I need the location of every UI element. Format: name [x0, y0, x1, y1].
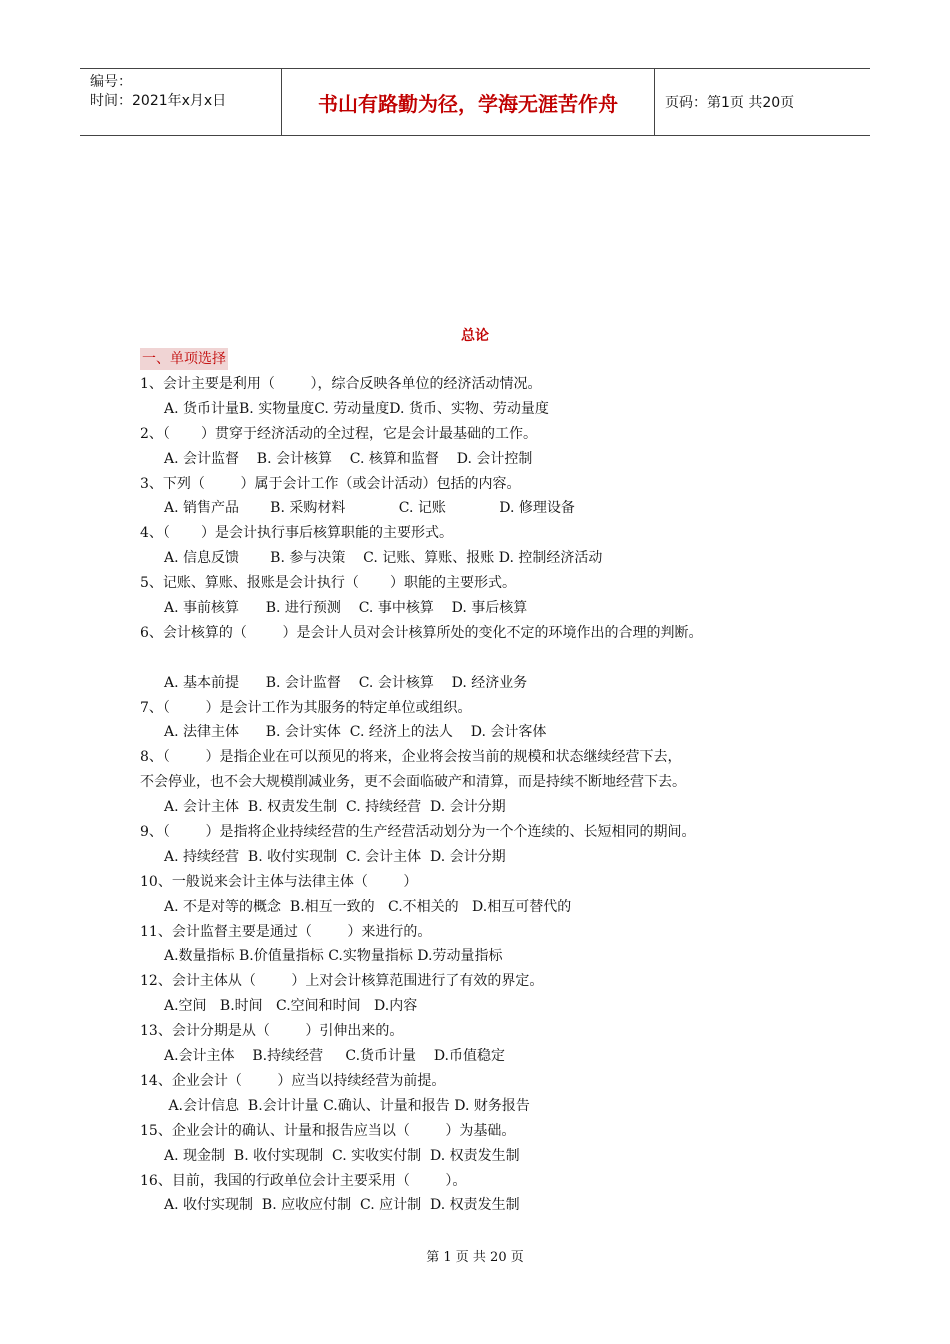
- spacer: [140, 646, 820, 671]
- question-text: 8、（ ）是指企业在可以预见的将来，企业将会按当前的规模和状态继续经营下去，: [140, 749, 682, 766]
- question-text: 14、企业会计（ ）应当以持续经营为前提。: [140, 1072, 446, 1089]
- answer-options: A. 法律主体 B. 会计实体 C. 经济上的法人 D. 会计客体: [164, 724, 547, 741]
- section-heading: 一、单项选择: [140, 348, 228, 370]
- answer-options: A. 事前核算 B. 进行预测 C. 事中核算 D. 事后核算: [164, 600, 528, 617]
- page-footer: 第 1 页 共 20 页: [426, 1250, 524, 1265]
- header-page-info: 页码：第1页 共20页: [665, 95, 795, 111]
- document-date: 时间：2021年x月x日: [90, 93, 227, 109]
- answer-options: A.空间 B.时间 C.空间和时间 D.内容: [164, 998, 418, 1015]
- question-text: 11、会计监督主要是通过（ ）来进行的。: [140, 923, 432, 940]
- header-motto: 书山有路勤为径，学海无涯苦作舟: [282, 69, 655, 135]
- question-text: 7、（ ）是会计工作为其服务的特定单位或组织。: [140, 699, 472, 716]
- answer-options: A. 不是对等的概念 B.相互一致的 C.不相关的 D.相互可替代的: [164, 898, 572, 915]
- chapter-title: 总论: [461, 328, 489, 344]
- question-text: 10、一般说来会计主体与法律主体（ ）: [140, 873, 418, 890]
- question-text: 12、会计主体从（ ）上对会计核算范围进行了有效的界定。: [140, 973, 544, 990]
- answer-options: A.数量指标 B.价值量指标 C.实物量指标 D.劳动量指标: [164, 948, 503, 965]
- question-text: 5、记账、算账、报账是会计执行（ ）职能的主要形式。: [140, 575, 517, 592]
- question-text: 15、企业会计的确认、计量和报告应当以（ ）为基础。: [140, 1122, 516, 1139]
- answer-options: A. 持续经营 B. 收付实现制 C. 会计主体 D. 会计分期: [164, 848, 506, 865]
- question-text: 3、下列（ ）属于会计工作（或会计活动）包括的内容。: [140, 475, 521, 492]
- question-text: 6、会计核算的（ ）是会计人员对会计核算所处的变化不定的环境作出的合理的判断。: [140, 624, 703, 641]
- answer-options: A. 基本前提 B. 会计监督 C. 会计核算 D. 经济业务: [164, 674, 528, 691]
- answer-options: A. 现金制 B. 收付实现制 C. 实收实付制 D. 权责发生制: [164, 1147, 520, 1164]
- question-text: 13、会计分期是从（ ）引伸出来的。: [140, 1023, 404, 1040]
- question-text: 2、（ ）贯穿于经济活动的全过程，它是会计最基础的工作。: [140, 425, 538, 442]
- page-header: [80, 68, 870, 136]
- answer-options: A. 会计主体 B. 权责发生制 C. 持续经营 D. 会计分期: [164, 799, 506, 816]
- answer-options: A.会计主体 B.持续经营 C.货币计量 D.币值稳定: [164, 1048, 505, 1065]
- header-meta: [80, 69, 282, 135]
- question-text-continued: 不会停业，也不会大规模削减业务，更不会面临破产和清算，而是持续不断地经营下去。: [140, 774, 686, 791]
- question-text: 4、（ ）是会计执行事后核算职能的主要形式。: [140, 525, 454, 542]
- question-text: 1、会计主要是利用（ ），综合反映各单位的经济活动情况。: [140, 376, 542, 392]
- answer-options: A. 信息反馈 B. 参与决策 C. 记账、算账、报账 D. 控制经济活动: [164, 550, 603, 567]
- document-number-label: 编号：: [90, 74, 132, 90]
- answer-options: A. 销售产品 B. 采购材料 C. 记账 D. 修理设备: [164, 500, 575, 517]
- answer-options: A. 收付实现制 B. 应收应付制 C. 应计制 D. 权责发生制: [164, 1197, 520, 1214]
- answer-options: A. 货币计量B. 实物量度C. 劳动量度D. 货币、实物、劳动量度: [164, 400, 549, 417]
- question-list: [140, 372, 820, 1218]
- question-text: 16、目前，我国的行政单位会计主要采用（ ）。: [140, 1172, 467, 1189]
- answer-options: A.会计信息 B.会计计量 C.确认、计量和报告 D. 财务报告: [164, 1097, 530, 1114]
- answer-options: A. 会计监督 B. 会计核算 C. 核算和监督 D. 会计控制: [164, 450, 533, 467]
- question-text: 9、（ ）是指将企业持续经营的生产经营活动划分为一个个连续的、长短相同的期间。: [140, 824, 696, 841]
